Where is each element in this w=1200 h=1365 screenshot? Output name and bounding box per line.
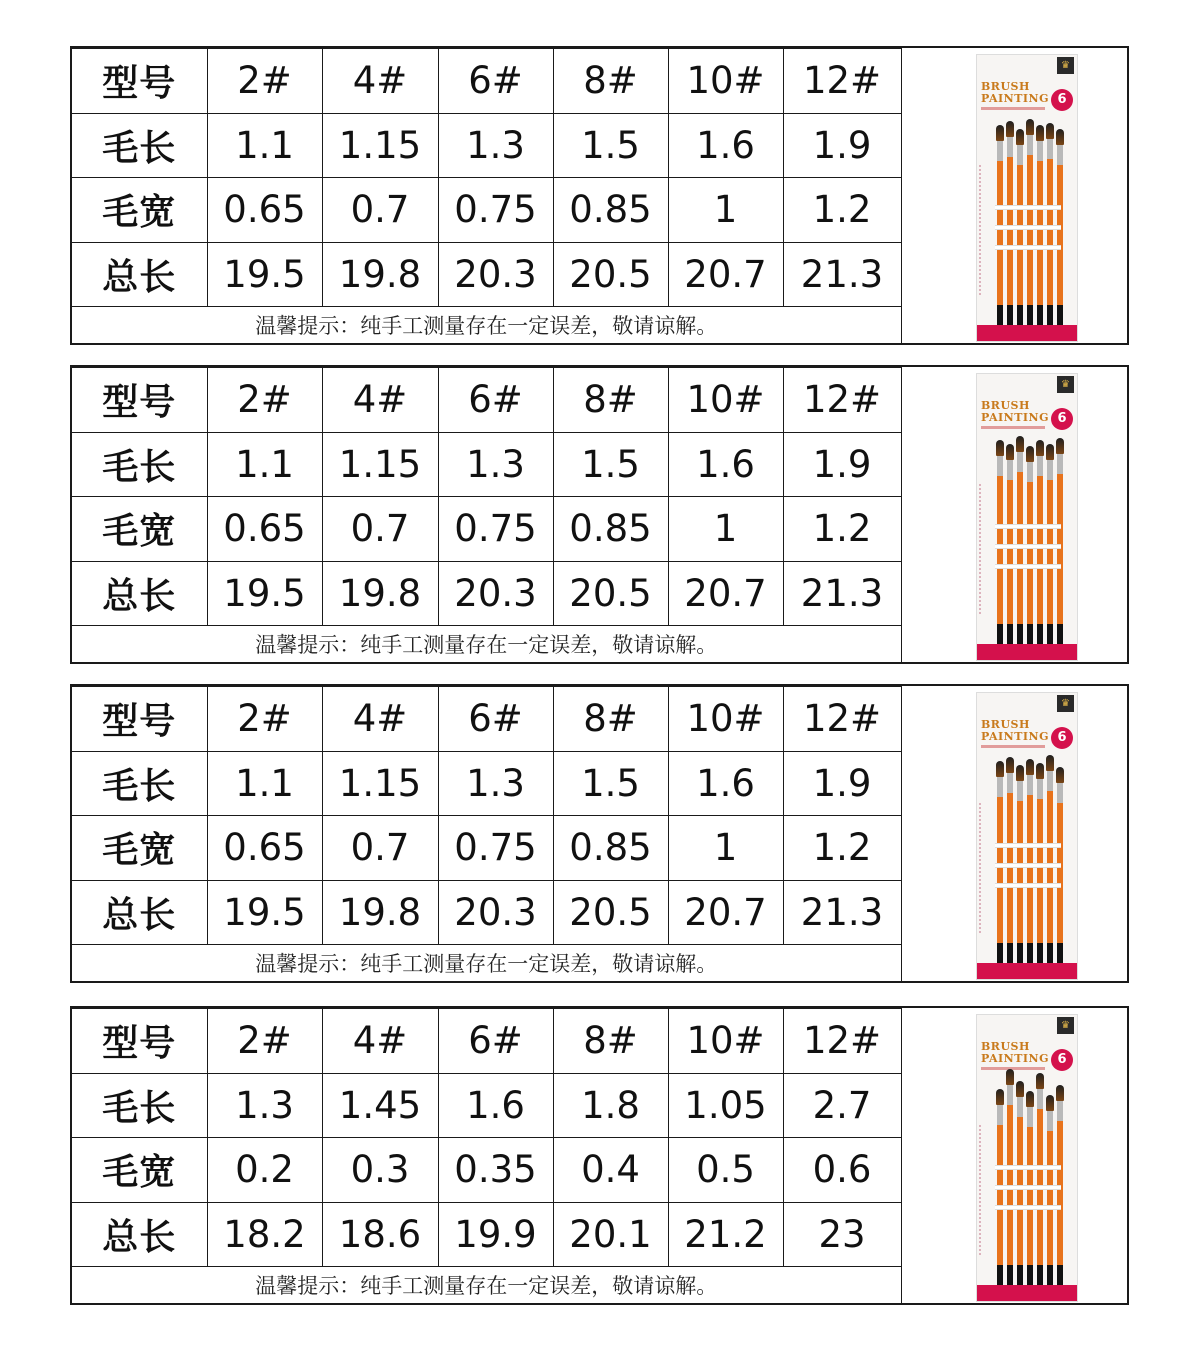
table-row bbox=[72, 242, 901, 307]
row-label: 总长 bbox=[72, 561, 207, 626]
holder-strap bbox=[995, 225, 1061, 230]
measure-cell: 21.3 bbox=[783, 242, 901, 307]
count-badge: 6 bbox=[1051, 727, 1073, 749]
size-number-cell: 8# bbox=[553, 368, 668, 433]
measure-cell: 20.5 bbox=[553, 880, 668, 945]
measure-cell: 1.3 bbox=[438, 751, 553, 816]
product-image bbox=[901, 48, 1127, 343]
measure-cell: 0.65 bbox=[207, 178, 322, 243]
table-row bbox=[72, 178, 901, 243]
table-row bbox=[72, 1202, 901, 1267]
row-label: 毛长 bbox=[72, 432, 207, 497]
package-title bbox=[981, 81, 1049, 105]
measure-cell: 20.5 bbox=[553, 561, 668, 626]
size-number-cell: 2# bbox=[207, 49, 322, 114]
holder-strap bbox=[995, 1205, 1061, 1210]
measure-cell: 0.7 bbox=[322, 816, 438, 881]
row-label: 总长 bbox=[72, 1202, 207, 1267]
holder-strap bbox=[995, 1185, 1061, 1190]
measure-cell: 0.4 bbox=[553, 1138, 668, 1203]
measure-cell: 1.3 bbox=[438, 113, 553, 178]
header-row bbox=[72, 687, 901, 752]
holder-strap bbox=[995, 544, 1061, 549]
package-title-line1: BRUSH bbox=[981, 399, 1030, 412]
size-spec-table bbox=[72, 1008, 902, 1304]
spec-block bbox=[70, 365, 1129, 664]
measure-cell: 1.5 bbox=[553, 432, 668, 497]
paint-brush-icon bbox=[1017, 765, 1023, 973]
measure-cell: 19.8 bbox=[322, 561, 438, 626]
measure-cell: 1.6 bbox=[668, 113, 783, 178]
measure-cell: 0.3 bbox=[322, 1138, 438, 1203]
package-footer-band bbox=[977, 1285, 1077, 1301]
measure-cell: 1.9 bbox=[783, 432, 901, 497]
paint-brush-icon bbox=[1007, 444, 1013, 654]
package-subtitle-bar bbox=[981, 107, 1045, 110]
size-number-cell: 6# bbox=[438, 1009, 553, 1074]
measure-cell: 1.15 bbox=[322, 432, 438, 497]
paint-brush-icon bbox=[997, 125, 1003, 335]
paint-brush-icon bbox=[1057, 129, 1063, 335]
paint-brush-icon bbox=[1047, 1095, 1053, 1295]
table-row bbox=[72, 497, 901, 562]
package-title-line2: PAINTING bbox=[981, 1052, 1049, 1065]
script-decoration bbox=[979, 165, 993, 295]
measure-cell: 18.6 bbox=[322, 1202, 438, 1267]
size-spec-table bbox=[72, 686, 902, 982]
measure-cell: 19.5 bbox=[207, 561, 322, 626]
measure-cell: 0.85 bbox=[553, 497, 668, 562]
measure-cell: 0.2 bbox=[207, 1138, 322, 1203]
size-spec-table bbox=[72, 48, 902, 344]
measure-cell: 1.2 bbox=[783, 178, 901, 243]
paint-brush-icon bbox=[1027, 1091, 1033, 1295]
package-title-line1: BRUSH bbox=[981, 1040, 1030, 1053]
product-image bbox=[901, 686, 1127, 981]
paint-brush-icon bbox=[1037, 763, 1043, 973]
size-number-cell: 12# bbox=[783, 687, 901, 752]
size-number-cell: 8# bbox=[553, 49, 668, 114]
script-decoration bbox=[979, 484, 993, 614]
measure-cell: 20.1 bbox=[553, 1202, 668, 1267]
measure-cell: 1.9 bbox=[783, 751, 901, 816]
measure-cell: 21.3 bbox=[783, 880, 901, 945]
measure-cell: 0.5 bbox=[668, 1138, 783, 1203]
paint-brush-icon bbox=[997, 1089, 1003, 1295]
measure-cell: 0.75 bbox=[438, 178, 553, 243]
measure-cell: 20.5 bbox=[553, 242, 668, 307]
measurement-note: 温馨提示：纯手工测量存在一定误差，敬请谅解。 bbox=[72, 945, 901, 982]
row-label-model: 型号 bbox=[72, 1009, 207, 1074]
product-image bbox=[901, 367, 1127, 662]
row-label: 毛宽 bbox=[72, 497, 207, 562]
size-number-cell: 12# bbox=[783, 368, 901, 433]
size-number-cell: 4# bbox=[322, 49, 438, 114]
measure-cell: 1.8 bbox=[553, 1073, 668, 1138]
size-number-cell: 2# bbox=[207, 687, 322, 752]
row-label-model: 型号 bbox=[72, 49, 207, 114]
package-title bbox=[981, 1041, 1049, 1065]
size-number-cell: 12# bbox=[783, 1009, 901, 1074]
measure-cell: 20.3 bbox=[438, 880, 553, 945]
holder-strap bbox=[995, 883, 1061, 888]
measure-cell: 19.5 bbox=[207, 880, 322, 945]
measure-cell: 20.7 bbox=[668, 242, 783, 307]
measure-cell: 1.1 bbox=[207, 432, 322, 497]
measure-cell: 0.75 bbox=[438, 816, 553, 881]
measure-cell: 18.2 bbox=[207, 1202, 322, 1267]
measurement-note: 温馨提示：纯手工测量存在一定误差，敬请谅解。 bbox=[72, 626, 901, 663]
spec-block bbox=[70, 46, 1129, 345]
table-row bbox=[72, 432, 901, 497]
measure-cell: 23 bbox=[783, 1202, 901, 1267]
measure-cell: 1.6 bbox=[438, 1073, 553, 1138]
count-badge: 6 bbox=[1051, 1049, 1073, 1071]
size-number-cell: 2# bbox=[207, 368, 322, 433]
package-title-line1: BRUSH bbox=[981, 80, 1030, 93]
holder-strap bbox=[995, 205, 1061, 210]
size-number-cell: 4# bbox=[322, 687, 438, 752]
paint-brush-icon bbox=[1057, 767, 1063, 973]
measure-cell: 1.3 bbox=[438, 432, 553, 497]
row-label: 毛长 bbox=[72, 751, 207, 816]
package-subtitle-bar bbox=[981, 745, 1045, 748]
paint-brush-icon bbox=[1007, 1069, 1013, 1295]
table-row bbox=[72, 816, 901, 881]
package-subtitle-bar bbox=[981, 426, 1045, 429]
count-badge: 6 bbox=[1051, 89, 1073, 111]
measure-cell: 1.5 bbox=[553, 751, 668, 816]
measure-cell: 19.8 bbox=[322, 242, 438, 307]
measure-cell: 1.05 bbox=[668, 1073, 783, 1138]
paint-brush-icon bbox=[1037, 125, 1043, 335]
measure-cell: 0.85 bbox=[553, 178, 668, 243]
holder-strap bbox=[995, 245, 1061, 250]
measure-cell: 0.85 bbox=[553, 816, 668, 881]
measure-cell: 1.15 bbox=[322, 751, 438, 816]
table-row bbox=[72, 751, 901, 816]
row-label: 毛宽 bbox=[72, 1138, 207, 1203]
measure-cell: 0.7 bbox=[322, 497, 438, 562]
brush-package bbox=[976, 1014, 1078, 1302]
measure-cell: 20.3 bbox=[438, 561, 553, 626]
measure-cell: 1.1 bbox=[207, 113, 322, 178]
crown-logo-icon: ♛ bbox=[1057, 376, 1074, 393]
size-number-cell: 6# bbox=[438, 49, 553, 114]
brush-package bbox=[976, 54, 1078, 342]
holder-strap bbox=[995, 524, 1061, 529]
size-number-cell: 10# bbox=[668, 687, 783, 752]
crown-logo-icon: ♛ bbox=[1057, 57, 1074, 74]
size-number-cell: 8# bbox=[553, 687, 668, 752]
measure-cell: 1.6 bbox=[668, 751, 783, 816]
row-label: 毛长 bbox=[72, 1073, 207, 1138]
holder-strap bbox=[995, 1165, 1061, 1170]
size-number-cell: 10# bbox=[668, 1009, 783, 1074]
size-number-cell: 2# bbox=[207, 1009, 322, 1074]
measure-cell: 19.8 bbox=[322, 880, 438, 945]
measure-cell: 2.7 bbox=[783, 1073, 901, 1138]
script-decoration bbox=[979, 1125, 993, 1255]
paint-brush-icon bbox=[1027, 446, 1033, 654]
measure-cell: 0.35 bbox=[438, 1138, 553, 1203]
size-number-cell: 10# bbox=[668, 49, 783, 114]
spec-block bbox=[70, 684, 1129, 983]
measure-cell: 20.7 bbox=[668, 561, 783, 626]
measure-cell: 1.2 bbox=[783, 816, 901, 881]
brush-package bbox=[976, 692, 1078, 980]
measure-cell: 1.1 bbox=[207, 751, 322, 816]
measure-cell: 0.7 bbox=[322, 178, 438, 243]
crown-logo-icon: ♛ bbox=[1057, 695, 1074, 712]
measure-cell: 1.3 bbox=[207, 1073, 322, 1138]
table-row bbox=[72, 113, 901, 178]
table-row bbox=[72, 880, 901, 945]
paint-brush-icon bbox=[1047, 444, 1053, 654]
row-label: 毛宽 bbox=[72, 816, 207, 881]
header-row bbox=[72, 49, 901, 114]
paint-brush-icon bbox=[1037, 1073, 1043, 1295]
measure-cell: 1 bbox=[668, 497, 783, 562]
row-label: 毛宽 bbox=[72, 178, 207, 243]
measure-cell: 20.7 bbox=[668, 880, 783, 945]
header-row bbox=[72, 1009, 901, 1074]
measure-cell: 1.9 bbox=[783, 113, 901, 178]
measure-cell: 1.5 bbox=[553, 113, 668, 178]
crown-logo-icon: ♛ bbox=[1057, 1017, 1074, 1034]
row-label-model: 型号 bbox=[72, 368, 207, 433]
measure-cell: 1 bbox=[668, 178, 783, 243]
package-title bbox=[981, 719, 1049, 743]
measure-cell: 19.9 bbox=[438, 1202, 553, 1267]
table-row bbox=[72, 1073, 901, 1138]
measure-cell: 1 bbox=[668, 816, 783, 881]
row-label: 总长 bbox=[72, 242, 207, 307]
size-number-cell: 12# bbox=[783, 49, 901, 114]
measurement-note: 温馨提示：纯手工测量存在一定误差，敬请谅解。 bbox=[72, 1267, 901, 1304]
measure-cell: 21.2 bbox=[668, 1202, 783, 1267]
size-number-cell: 8# bbox=[553, 1009, 668, 1074]
package-title-line2: PAINTING bbox=[981, 730, 1049, 743]
size-spec-table bbox=[72, 367, 902, 663]
paint-brush-icon bbox=[1057, 1085, 1063, 1295]
row-label: 毛长 bbox=[72, 113, 207, 178]
measure-cell: 1.45 bbox=[322, 1073, 438, 1138]
count-badge: 6 bbox=[1051, 408, 1073, 430]
package-title bbox=[981, 400, 1049, 424]
package-title-line2: PAINTING bbox=[981, 411, 1049, 424]
package-footer-band bbox=[977, 963, 1077, 979]
measure-cell: 19.5 bbox=[207, 242, 322, 307]
size-number-cell: 6# bbox=[438, 687, 553, 752]
package-footer-band bbox=[977, 644, 1077, 660]
table-row bbox=[72, 561, 901, 626]
measure-cell: 20.3 bbox=[438, 242, 553, 307]
measure-cell: 1.6 bbox=[668, 432, 783, 497]
measure-cell: 0.6 bbox=[783, 1138, 901, 1203]
size-number-cell: 4# bbox=[322, 1009, 438, 1074]
size-number-cell: 6# bbox=[438, 368, 553, 433]
measure-cell: 0.65 bbox=[207, 816, 322, 881]
holder-strap bbox=[995, 564, 1061, 569]
measurement-note: 温馨提示：纯手工测量存在一定误差，敬请谅解。 bbox=[72, 307, 901, 344]
product-image bbox=[901, 1008, 1127, 1303]
table-row bbox=[72, 1138, 901, 1203]
header-row bbox=[72, 368, 901, 433]
size-number-cell: 10# bbox=[668, 368, 783, 433]
brush-package bbox=[976, 373, 1078, 661]
measure-cell: 0.75 bbox=[438, 497, 553, 562]
paint-brush-icon bbox=[1017, 129, 1023, 335]
measure-cell: 21.3 bbox=[783, 561, 901, 626]
script-decoration bbox=[979, 803, 993, 933]
measure-cell: 1.15 bbox=[322, 113, 438, 178]
holder-strap bbox=[995, 843, 1061, 848]
measure-cell: 0.65 bbox=[207, 497, 322, 562]
size-number-cell: 4# bbox=[322, 368, 438, 433]
holder-strap bbox=[995, 863, 1061, 868]
row-label-model: 型号 bbox=[72, 687, 207, 752]
row-label: 总长 bbox=[72, 880, 207, 945]
package-title-line1: BRUSH bbox=[981, 718, 1030, 731]
package-title-line2: PAINTING bbox=[981, 92, 1049, 105]
spec-block bbox=[70, 1006, 1129, 1305]
package-footer-band bbox=[977, 325, 1077, 341]
measure-cell: 1.2 bbox=[783, 497, 901, 562]
